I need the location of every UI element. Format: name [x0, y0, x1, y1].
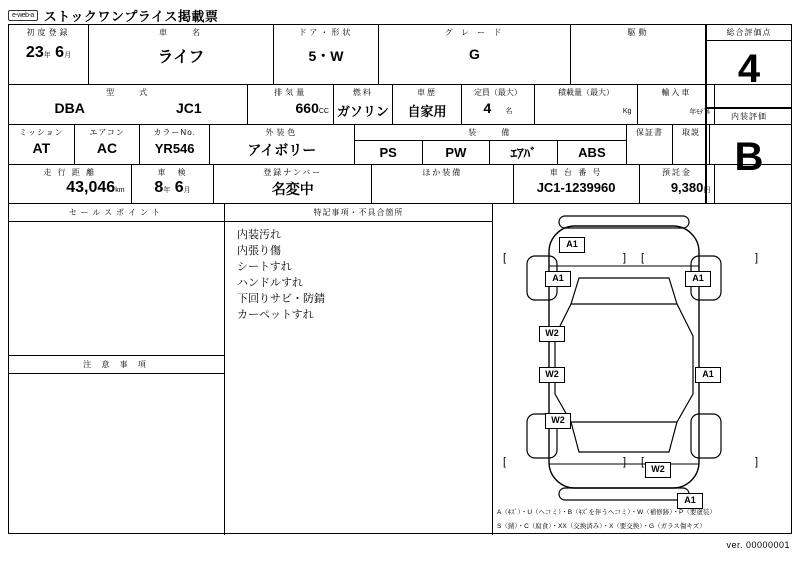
diagram-bracket: ] [623, 456, 627, 468]
label-grade: グ レ ー ド [444, 28, 505, 37]
remarks-item: 内張り傷 [237, 244, 281, 257]
label-exterior-color: 外装色 [265, 128, 299, 137]
value-grade: G [469, 46, 480, 62]
value-exterior-color: アイボリー [247, 142, 317, 158]
label-cautions: 注 意 事 項 [9, 356, 224, 374]
unit-cc: CC [318, 108, 329, 115]
main-table [8, 24, 792, 534]
label-load: 積載量（最大） [558, 88, 614, 97]
cell-mission [9, 125, 75, 165]
damage-mark: A1 [685, 271, 711, 287]
value-model-code-a: DBA [54, 100, 85, 116]
cell-aircon [75, 125, 141, 165]
value-inspection-month: 6 [174, 179, 184, 196]
value-drive [571, 38, 706, 46]
label-equipment: 装 備 [355, 125, 626, 141]
diagram-bracket: [ [503, 252, 507, 264]
version-footer: ver. 00000001 [726, 540, 790, 550]
value-first-reg-month: 6 [55, 44, 65, 61]
sales-point-block [9, 204, 224, 356]
label-door-shape: ドア・形状 [298, 28, 354, 37]
cell-reg-number [214, 165, 372, 204]
cell-import [638, 85, 715, 125]
cell-model-code [9, 85, 248, 125]
label-displacement: 排気量 [274, 88, 308, 97]
remarks-item: カーペットすれ [237, 308, 314, 321]
label-fuel: 燃料 [352, 88, 373, 97]
label-deposit: 預託金 [662, 168, 693, 177]
label-chassis-no: 車 台 番 号 [549, 168, 603, 177]
legend-block [493, 506, 791, 533]
cell-warranty [627, 125, 673, 165]
label-inspection: 車 検 [157, 168, 188, 177]
label-reg-number: 登録ナンバー [263, 168, 323, 177]
label-first-reg: 初度登録 [26, 28, 71, 37]
unit-km: km [115, 187, 125, 194]
remarks-item: ハンドルすれ [237, 276, 303, 289]
value-displacement: 660 [295, 100, 319, 116]
rating-box [705, 25, 791, 204]
remarks-column [225, 204, 493, 535]
value-mileage: 43,046 [66, 179, 116, 196]
value-deposit: 9,380 [670, 180, 704, 195]
cell-chassis-no [514, 165, 640, 204]
damage-mark: A1 [559, 237, 585, 253]
damage-mark: W2 [645, 462, 671, 478]
table-row [9, 85, 791, 125]
cell-equip-pw [423, 141, 491, 164]
value-equip-pw: PW [445, 145, 467, 160]
cell-displacement [248, 85, 334, 125]
cell-equipment [355, 125, 627, 165]
value-equip-ps: PS [379, 145, 397, 160]
value-model-code-b: JC1 [175, 100, 202, 116]
lower-section [9, 204, 791, 535]
cell-equip-airbag [490, 141, 558, 164]
label-import: 輸入車 [661, 88, 692, 97]
cell-drive [571, 25, 707, 85]
legend-line-1: A（ｷｽﾞ）・U（ヘコミ）・B（ｷｽﾞを伴うヘコミ）・W（補修跡）・P（要塗装） [497, 509, 716, 517]
label-capacity: 定員（最大） [473, 88, 522, 97]
damage-mark: A1 [695, 367, 721, 383]
damage-mark: A1 [545, 271, 571, 287]
diagram-bracket: [ [503, 456, 507, 468]
label-warranty: 保証書 [635, 128, 663, 137]
damage-mark: W2 [545, 413, 571, 429]
unit-month: 月 [64, 52, 72, 59]
cell-equip-ps [355, 141, 423, 164]
legend-line-2: S（錆）・C（腐食）・XX（交換済み）・X（要交換）・G（ガラス傷キズ） [497, 522, 706, 530]
cell-equip-abs [558, 141, 626, 164]
value-chassis-no: JC1-1239960 [536, 180, 616, 195]
cautions-block [9, 356, 224, 535]
label-car-name: 車 名 [159, 28, 203, 37]
page-title: ストックワンプライス掲載票 [43, 9, 219, 24]
cell-fuel [334, 85, 393, 125]
label-aircon: エアコン [89, 128, 125, 137]
cell-load [535, 85, 639, 125]
value-interior-rating: B [734, 135, 764, 179]
label-sales-point: セールスポイント [9, 204, 224, 222]
value-capacity: 4 [483, 100, 492, 116]
label-interior-rating: 内装評価 [707, 109, 791, 125]
damage-diagram [493, 204, 791, 535]
value-history: 自家用 [407, 104, 447, 119]
label-remarks: 特記事項・不具合箇所 [225, 204, 492, 222]
label-total-rating: 総合評価点 [707, 25, 791, 41]
unit-capacity: 名 [505, 108, 513, 115]
damage-marks-layer [493, 204, 791, 535]
value-fuel: ガソリン [336, 104, 389, 119]
diagram-bracket: ] [623, 252, 627, 264]
document-header [8, 6, 218, 25]
label-drive: 駆動 [627, 28, 650, 37]
damage-mark: A1 [677, 493, 703, 509]
damage-mark: W2 [539, 367, 565, 383]
value-total-rating: 4 [707, 41, 791, 109]
cell-mileage [9, 165, 132, 204]
cell-inspection [132, 165, 215, 204]
remarks-item: 下回りサビ・防錆 [237, 292, 325, 305]
unit-year: 年 [43, 52, 51, 59]
label-mileage: 走 行 距 離 [43, 168, 97, 177]
table-row [9, 165, 791, 204]
value-first-reg-year: 23 [25, 44, 44, 61]
unit-insp-year: 年 [163, 187, 171, 194]
damage-diagram-column [493, 204, 791, 535]
value-equip-abs: ABS [578, 145, 606, 160]
cell-exterior-color [210, 125, 355, 165]
brand-logo: e-web-a [8, 10, 38, 21]
value-aircon: AC [96, 140, 118, 156]
label-model-code: 型 式 [106, 88, 151, 97]
value-mission: AT [32, 140, 51, 156]
diagram-bracket: [ [641, 456, 645, 468]
remarks-item: 内装汚れ [237, 229, 281, 241]
table-row [9, 25, 791, 85]
cell-history [393, 85, 463, 125]
notes-column [9, 204, 225, 535]
cell-first-reg [9, 25, 89, 85]
value-door-shape: 5・W [308, 48, 344, 64]
cell-car-name [89, 25, 274, 85]
sales-point-list [9, 222, 224, 228]
label-color-no: カラーNo. [153, 128, 196, 137]
value-equip-airbag: ｴｱﾊﾞ [510, 146, 537, 161]
diagram-bracket: ] [755, 456, 759, 468]
value-inspection-year: 8 [154, 179, 164, 196]
cell-grade [379, 25, 571, 85]
cautions-list [9, 374, 224, 380]
value-car-name: ライフ [157, 49, 205, 66]
remarks-item: シートすれ [237, 260, 292, 273]
cell-door-shape [274, 25, 379, 85]
label-manual: 取説 [682, 128, 701, 137]
unit-yen: 円 [703, 187, 711, 194]
label-history: 車歴 [417, 88, 438, 97]
remarks-list [225, 222, 492, 324]
value-color-no: YR546 [154, 141, 195, 156]
cell-color-no [140, 125, 210, 165]
value-reg-number: 名変中 [271, 181, 314, 197]
label-other-equipment: ほか装備 [422, 168, 463, 177]
unit-import: 年ﾓﾃﾞﾙ [689, 109, 711, 116]
diagram-bracket: ] [755, 252, 759, 264]
cell-other-equipment [372, 165, 513, 204]
damage-mark: W2 [539, 326, 565, 342]
unit-load: Kg [622, 108, 632, 115]
table-row [9, 125, 791, 165]
cell-capacity [462, 85, 534, 125]
unit-insp-month: 月 [183, 187, 191, 194]
label-mission: ミッション [19, 128, 64, 137]
diagram-bracket: [ [641, 252, 645, 264]
